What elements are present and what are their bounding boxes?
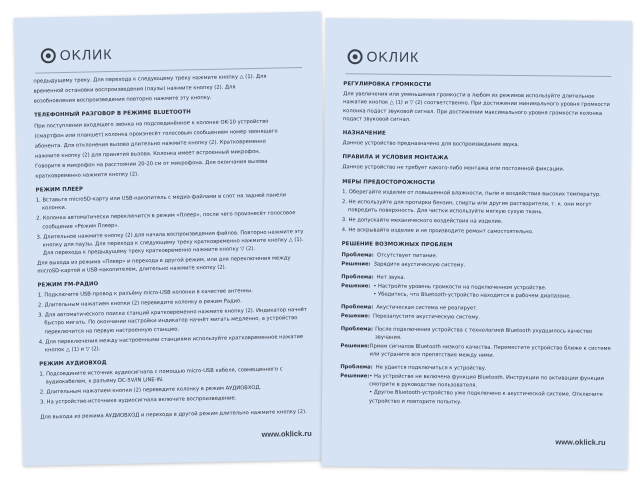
problem-text: Акустическая система не реагирует. bbox=[376, 304, 478, 312]
list-item: 3. На устройстве-источнике аудиосигнала включите воспроизведение. bbox=[40, 395, 237, 406]
solution-label: Решение: bbox=[340, 313, 371, 320]
solution-row bbox=[341, 282, 613, 301]
note: Для выхода из режима «Плеер» и перехода в другой режим, или для переключения между microSD-картой и USB-накопителем, длительно нажмите кнопку (2). bbox=[37, 255, 291, 275]
problem-text: Отсутствует питание. bbox=[376, 252, 438, 259]
page-content bbox=[340, 78, 616, 429]
problem-label: Проблема: bbox=[341, 273, 374, 281]
brand-name: OKЛИК bbox=[366, 48, 420, 65]
solution-line: Прием сигналов Bluetooth низкого качества. Переместите устройство ближе к системе или устраните все препятствия между ними. bbox=[369, 343, 611, 359]
problem-text: Нет звука. bbox=[376, 274, 406, 281]
section-heading: РЕШЕНИЕ ВОЗМОЖНЫХ ПРОБЛЕМ bbox=[341, 241, 453, 249]
solution-line: • Настройте уровень громкости на подключенном устройстве. bbox=[373, 283, 547, 292]
solution-row bbox=[340, 372, 612, 407]
section-heading: РЕГУЛИРОВКА ГРОМКОСТИ bbox=[343, 81, 432, 89]
problem-label: Проблема: bbox=[340, 364, 373, 371]
paragraph: Данное устройство предназначено для воспроизведения звука. bbox=[342, 140, 520, 149]
solution-row bbox=[341, 312, 613, 323]
solution-row bbox=[340, 342, 612, 361]
solution-line: Зарядите акустическую систему. bbox=[373, 261, 466, 269]
solution-line: • Другое Bluetooth-устройство уже подключено к акустической системе. Отключите устройство и повторите попытку. bbox=[368, 389, 603, 405]
problem-text: Не удается подключиться к устройству. bbox=[375, 364, 487, 372]
paragraph-line: При поступлении входящего звонка на подсоединённое к колонке OK-10 устройство bbox=[34, 118, 269, 130]
website-footer: www.oklick.ru bbox=[261, 428, 312, 439]
list-item: 2. Длительным нажатием кнопки (2) переведите колонку в режим АУДИОВХОД. bbox=[39, 385, 262, 396]
list-item: 4. Не вскрывайте изделие и не производите ремонт самостоятельно. bbox=[341, 227, 534, 236]
paragraph: Данное устройство не требует какого-либо монтажа или постоянной фиксации. bbox=[342, 164, 565, 173]
paragraph: Для увеличения или уменьшения громкости в любом из режимов используйте длительное нажатие кнопок △ (1) и ▽ (2) соответственно. При достижении минимального уровня громкости колонка подаст звуковой сигнал. При достижении максимального уровня громкости колонка подаст звуковой сигнал. bbox=[342, 91, 610, 123]
list-item: 3. Не допускайте механического воздействия на изделие. bbox=[341, 217, 503, 225]
paragraph-line: кратковременно нажмите кнопку (2). bbox=[35, 171, 139, 180]
solution-line: Перезапустите акустическую систему. bbox=[373, 313, 481, 321]
section-heading: РЕЖИМ АУДИОВХОД bbox=[39, 359, 107, 368]
list-item: 2. Колонка автоматически переключится в режим «Плеер», после чего произнесёт голосовое сообщение «Режим Плеер». bbox=[36, 210, 296, 230]
list-item: 1. Оберегайте изделие от повышенной влажности, пыли и воздействия высоких температур. bbox=[342, 189, 601, 198]
solution-text bbox=[373, 282, 571, 300]
brand-logo bbox=[41, 46, 113, 63]
manual-page-right bbox=[321, 18, 632, 469]
header-rule bbox=[345, 73, 611, 77]
problem-entry bbox=[340, 325, 612, 361]
problem-entry bbox=[341, 251, 613, 271]
solution-text bbox=[374, 260, 466, 269]
troubleshooting-list bbox=[340, 251, 614, 408]
list-item: 4. Для переключения между настроенными станциями используйте кратковременное нажатие кнопок △ (1) и ▽ (2). bbox=[38, 333, 304, 354]
brand-logo bbox=[348, 48, 420, 65]
brand-name: OKЛИК bbox=[59, 45, 113, 64]
solution-label: Решение: bbox=[341, 260, 371, 268]
intro-line: возобновления воспроизведения повторно нажмите эту кнопку. bbox=[33, 95, 212, 105]
logo-icon bbox=[41, 48, 56, 63]
problem-row bbox=[341, 325, 613, 344]
solution-line: • Убедитесь, что Bluetooth-устройство находится в рабочем диапазоне. bbox=[373, 291, 572, 300]
list-item: 3. Для автоматического поиска станций кратковременно нажмите кнопку (2). Индикатор начнёт быстро мигать. По окончании настройки индикатор начнёт мигать медленно, а устройство переключится на первую настроенную станцию. bbox=[38, 307, 308, 335]
problem-label: Проблема: bbox=[341, 251, 374, 259]
paragraph-line: (смартфон или планшет) колонка произнесёт голосовым сообщением номер звонящего bbox=[34, 128, 278, 140]
note: Для выхода из режима АУДИОВХОД и перехода в другой режим длительно нажмите кнопку (2). bbox=[40, 409, 307, 421]
section-heading: МЕРЫ ПРЕДОСТОРОЖНОСТИ bbox=[342, 178, 436, 186]
list-item: 1. Подсоедините источник аудиосигнала с помощью micro-USB кабеля, совмещенного с аудиокабелем, к разъему DC-5V/IN LINE-IN. bbox=[39, 366, 283, 386]
paragraph-line: Говорите в микрофон на расстоянии 20-20 см от микрофона. Для окончания вызова bbox=[35, 158, 268, 170]
section-heading: ПРАВИЛА И УСЛОВИЯ МОНТАЖА bbox=[342, 154, 449, 162]
manual-page-left bbox=[14, 12, 330, 466]
problem-entry bbox=[341, 273, 613, 301]
list-item: 3. Длительное нажмите кнопку (2) для начала воспроизведения файлов. Повторно нажмите эту кнопку для паузы. Для перехода к следующему треку кратковременно нажмите кнопку △ (1). Для перехода к предыдущему треку кратковременно нажмите кнопку ▽ (2). bbox=[36, 228, 304, 257]
solution-text bbox=[369, 343, 612, 362]
website-footer: www.oklick.ru bbox=[555, 437, 606, 447]
list-item: 1. Подключите USB-провод к разъёму micro-USB колонки в качестве антенны. bbox=[37, 288, 254, 299]
solution-text bbox=[373, 312, 480, 321]
section-heading: НАЗНАЧЕНИЕ bbox=[342, 129, 386, 137]
section-heading: РЕЖИМ ПЛЕЕР bbox=[35, 186, 84, 194]
problem-entry bbox=[341, 303, 613, 323]
list-item: 2. Не используйте для протирки бензин, спирты или другие растворители, т. к. они могут повредить поверхность. Для чистки используйте мягкую сухую ткань. bbox=[342, 199, 592, 216]
section-heading: ТЕЛЕФОННЫЙ РАЗГОВОР В РЕЖИМЕ BLUETOOTH bbox=[33, 109, 191, 119]
list-item: 2. Длительным нажатием кнопки (2) переведите колонку в режим Радио. bbox=[37, 298, 242, 309]
intro-line: временной остановки воспроизведения (паузы) нажмите кнопку (2). Для bbox=[33, 84, 236, 95]
intro-line: предыдущему треку. Для перехода к следующему треку нажмите кнопку △ (1). Для bbox=[33, 73, 267, 85]
paragraph-line: абонента. Для отклонения вызова длительно нажмите кнопку (2). Кратковременно bbox=[34, 138, 266, 150]
solution-label: Решение: bbox=[340, 343, 370, 350]
list-item: 1. Вставьте microSD-карту или USB-накопитель с медиа-файлами в слот на задней панели колонки. bbox=[35, 192, 287, 212]
page-content bbox=[33, 72, 313, 426]
solution-line: • На устройстве не включена функция Bluetooth. Инструкции по активации функции смотрите в руководстве пользователя. bbox=[369, 373, 604, 389]
solution-text bbox=[369, 373, 612, 408]
solution-row bbox=[341, 260, 613, 271]
problem-label: Проблема: bbox=[340, 326, 374, 333]
problem-label: Проблема: bbox=[340, 304, 374, 311]
logo-icon bbox=[348, 49, 363, 64]
problem-entry bbox=[340, 363, 612, 407]
solution-label: Решение: bbox=[341, 282, 371, 290]
paragraph-line: нажмите кнопку (2) для принятия вызова. Колонка имеет встроенный микрофон. bbox=[34, 148, 261, 160]
problem-text: После подключения устройства с технологией Bluetooth ухудшилось качество звучания. bbox=[374, 326, 593, 341]
solution-label: Решение: bbox=[340, 373, 370, 380]
section-heading: РЕЖИМ FM-РАДИО bbox=[37, 281, 99, 289]
